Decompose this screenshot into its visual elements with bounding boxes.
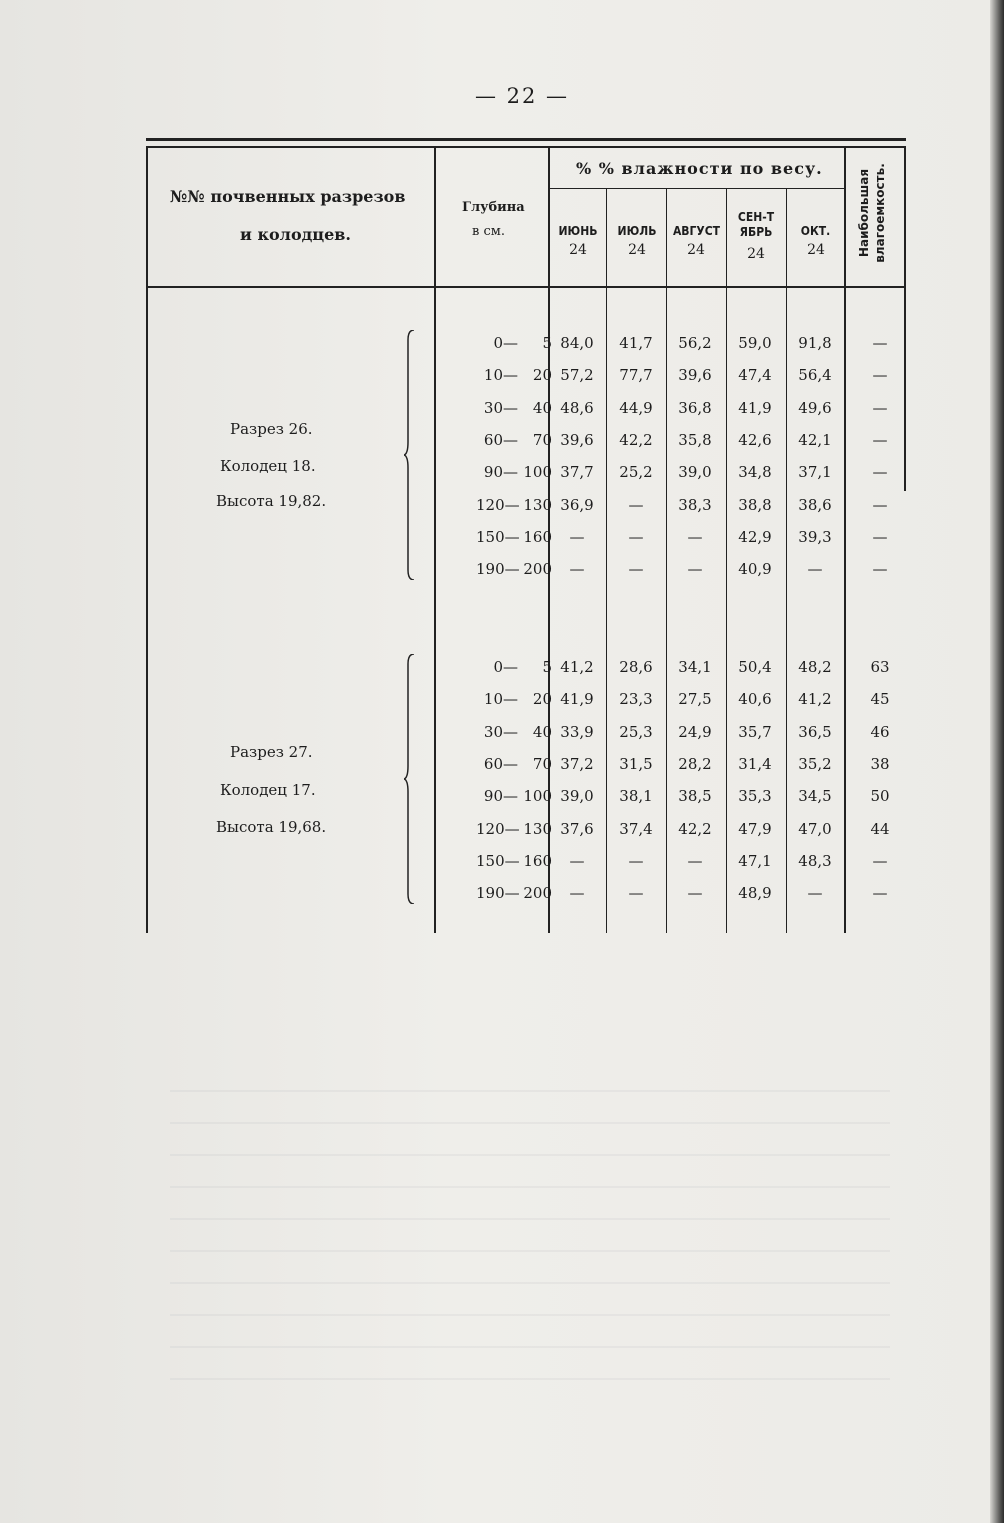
moisture-cell: 34,8 xyxy=(738,463,772,482)
moisture-cell: 39,6 xyxy=(560,430,594,449)
moisture-cell: 59,0 xyxy=(738,334,772,352)
moisture-cell: — xyxy=(628,527,644,546)
moisture-cell: 56,2 xyxy=(678,334,712,352)
moisture-cell: 35,2 xyxy=(798,754,832,773)
year-june: 24 xyxy=(569,242,587,258)
depth-cell: 90— 100 xyxy=(483,463,552,482)
depth-cell: 30— 40 xyxy=(483,398,552,417)
moisture-cell: 38,3 xyxy=(678,495,712,514)
moisture-cell: 39,0 xyxy=(678,463,712,482)
page-number: — 22 — xyxy=(474,84,570,108)
depth-cell: 60— 70 xyxy=(483,754,552,773)
moisture-cell: 31,4 xyxy=(738,754,772,773)
max-capacity-cell: 46 xyxy=(870,722,890,741)
section2-brace xyxy=(404,654,418,904)
moisture-cell: — xyxy=(628,495,644,514)
moisture-cell: 48,6 xyxy=(560,398,594,417)
moisture-cell: 91,8 xyxy=(798,334,832,352)
moisture-cell: — xyxy=(687,527,703,546)
year-august: 24 xyxy=(687,242,705,258)
max-capacity-cell: 45 xyxy=(870,690,890,709)
section2-label-1: Разрез 27. xyxy=(230,743,313,761)
moisture-cell: 36,8 xyxy=(678,398,712,417)
moisture-cell: 48,9 xyxy=(738,884,772,903)
moisture-cell: 40,6 xyxy=(738,690,772,709)
moisture-cell: — xyxy=(569,560,585,579)
depth-cell: 10— 20 xyxy=(483,366,552,385)
moisture-cell: — xyxy=(628,560,644,579)
section1-label-1: Разрез 26. xyxy=(230,420,313,438)
max-capacity-cell: — xyxy=(872,851,888,870)
table-top-border-inner xyxy=(146,146,906,148)
moisture-cell: 34,5 xyxy=(798,787,832,806)
moisture-cell: — xyxy=(687,560,703,579)
max-capacity-cell: 63 xyxy=(870,658,890,676)
moisture-cell: 31,5 xyxy=(619,754,653,773)
month-october: ОКТ. xyxy=(800,224,831,238)
moisture-cell: 48,2 xyxy=(798,658,832,676)
moisture-cell: 36,9 xyxy=(560,495,594,514)
depth-cell: 120— 130 xyxy=(476,495,552,514)
moisture-cell: 47,0 xyxy=(798,819,832,838)
moisture-cell: 27,5 xyxy=(678,690,712,709)
moisture-cell: 84,0 xyxy=(560,334,594,352)
col-divider-7 xyxy=(844,146,846,933)
moisture-cell: 37,7 xyxy=(560,463,594,482)
section2-label-2: Колодец 17. xyxy=(220,781,316,799)
moisture-cell: 28,2 xyxy=(678,754,712,773)
max-capacity-cell: — xyxy=(872,884,888,903)
moisture-cell: 41,2 xyxy=(798,690,832,709)
moisture-cell: — xyxy=(807,884,823,903)
section1-label-2: Колодец 18. xyxy=(220,457,316,475)
header-col1-line1: №№ почвенных разрезов xyxy=(170,187,406,206)
moisture-cell: — xyxy=(687,884,703,903)
depth-cell: 30— 40 xyxy=(483,722,552,741)
section1-label-3: Высота 19,82. xyxy=(216,492,327,510)
table-top-border xyxy=(146,138,906,141)
header-group-title: % % влажности по весу. xyxy=(576,159,823,178)
moisture-cell: 35,7 xyxy=(738,722,772,741)
section2-label-3: Высота 19,68. xyxy=(216,818,327,836)
moisture-cell: 41,2 xyxy=(560,658,594,676)
moisture-cell: 77,7 xyxy=(619,366,653,385)
moisture-cell: 42,2 xyxy=(619,430,653,449)
moisture-cell: — xyxy=(569,851,585,870)
depth-cell: 60— 70 xyxy=(483,430,552,449)
moisture-cell: 42,9 xyxy=(738,527,772,546)
moisture-cell: — xyxy=(569,527,585,546)
depth-cell: 10— 20 xyxy=(483,690,552,709)
group-header-rule xyxy=(548,188,844,189)
page-edge xyxy=(990,0,1004,1523)
max-capacity-cell: 50 xyxy=(870,787,890,806)
max-capacity-cell: — xyxy=(872,334,888,352)
moisture-cell: — xyxy=(628,851,644,870)
moisture-cell: 39,6 xyxy=(678,366,712,385)
moisture-cell: 24,9 xyxy=(678,722,712,741)
moisture-cell: 37,6 xyxy=(560,819,594,838)
max-capacity-cell: — xyxy=(872,495,888,514)
month-june: ИЮНЬ xyxy=(558,224,598,238)
moisture-cell: 42,2 xyxy=(678,819,712,838)
bleed-through-background xyxy=(170,1080,890,1380)
moisture-cell: 37,4 xyxy=(619,819,653,838)
moisture-cell: 42,1 xyxy=(798,430,832,449)
depth-cell: 0— 5 xyxy=(493,658,552,676)
moisture-cell: 57,2 xyxy=(560,366,594,385)
col-divider-1 xyxy=(434,146,436,933)
moisture-cell: 35,8 xyxy=(678,430,712,449)
moisture-cell: 48,3 xyxy=(798,851,832,870)
moisture-cell: 33,9 xyxy=(560,722,594,741)
max-capacity-cell: — xyxy=(872,560,888,579)
moisture-cell: 39,0 xyxy=(560,787,594,806)
moisture-cell: 42,6 xyxy=(738,430,772,449)
moisture-table xyxy=(146,138,906,933)
header-bottom-rule xyxy=(146,286,906,288)
depth-cell: 150— 160 xyxy=(476,527,552,546)
table-left-border xyxy=(146,146,148,933)
moisture-cell: 40,9 xyxy=(738,560,772,579)
moisture-cell: 38,6 xyxy=(798,495,832,514)
moisture-cell: 37,2 xyxy=(560,754,594,773)
moisture-cell: 39,3 xyxy=(798,527,832,546)
moisture-cell: — xyxy=(628,884,644,903)
moisture-cell: — xyxy=(687,851,703,870)
moisture-cell: 35,3 xyxy=(738,787,772,806)
moisture-cell: 38,8 xyxy=(738,495,772,514)
header-col2-line1: Глубина xyxy=(462,200,525,215)
moisture-cell: 25,2 xyxy=(619,463,653,482)
moisture-cell: 34,1 xyxy=(678,658,712,676)
moisture-cell: 36,5 xyxy=(798,722,832,741)
moisture-cell: 25,3 xyxy=(619,722,653,741)
moisture-cell: 47,1 xyxy=(738,851,772,870)
header-col2-line2: в см. xyxy=(472,224,505,239)
section1-brace xyxy=(404,330,418,580)
moisture-cell: 44,9 xyxy=(619,398,653,417)
max-capacity-cell: — xyxy=(872,463,888,482)
moisture-cell: 41,9 xyxy=(738,398,772,417)
moisture-cell: 28,6 xyxy=(619,658,653,676)
moisture-cell: 47,4 xyxy=(738,366,772,385)
header-max-capacity: Наибольшая влагоемкость. xyxy=(857,163,887,263)
max-capacity-cell: — xyxy=(872,398,888,417)
depth-cell: 0— 5 xyxy=(493,334,552,352)
moisture-cell: 50,4 xyxy=(738,658,772,676)
moisture-cell: 49,6 xyxy=(798,398,832,417)
moisture-cell: 38,1 xyxy=(619,787,653,806)
depth-cell: 150— 160 xyxy=(476,851,552,870)
year-october: 24 xyxy=(807,242,825,258)
depth-cell: 90— 100 xyxy=(483,787,552,806)
moisture-cell: 37,1 xyxy=(798,463,832,482)
depth-cell: 120— 130 xyxy=(476,819,552,838)
moisture-cell: 41,9 xyxy=(560,690,594,709)
month-july: ИЮЛЬ xyxy=(617,224,657,238)
max-capacity-cell: — xyxy=(872,527,888,546)
year-july: 24 xyxy=(628,242,646,258)
year-september: 24 xyxy=(747,246,765,262)
max-capacity-cell: — xyxy=(872,430,888,449)
max-capacity-cell: 44 xyxy=(870,819,890,838)
moisture-cell: 23,3 xyxy=(619,690,653,709)
moisture-cell: 47,9 xyxy=(738,819,772,838)
header-col1-line2: и колодцев. xyxy=(240,225,351,244)
month-september: СЕН-ТЯБРЬ xyxy=(737,210,775,239)
depth-cell: 190— 200 xyxy=(476,884,552,903)
max-capacity-cell: — xyxy=(872,366,888,385)
moisture-cell: 38,5 xyxy=(678,787,712,806)
depth-cell: 190— 200 xyxy=(476,560,552,579)
moisture-cell: — xyxy=(569,884,585,903)
moisture-cell: 56,4 xyxy=(798,366,832,385)
month-august: АВГУСТ xyxy=(672,224,721,238)
max-capacity-cell: 38 xyxy=(870,754,890,773)
moisture-cell: — xyxy=(807,560,823,579)
moisture-cell: 41,7 xyxy=(619,334,653,352)
